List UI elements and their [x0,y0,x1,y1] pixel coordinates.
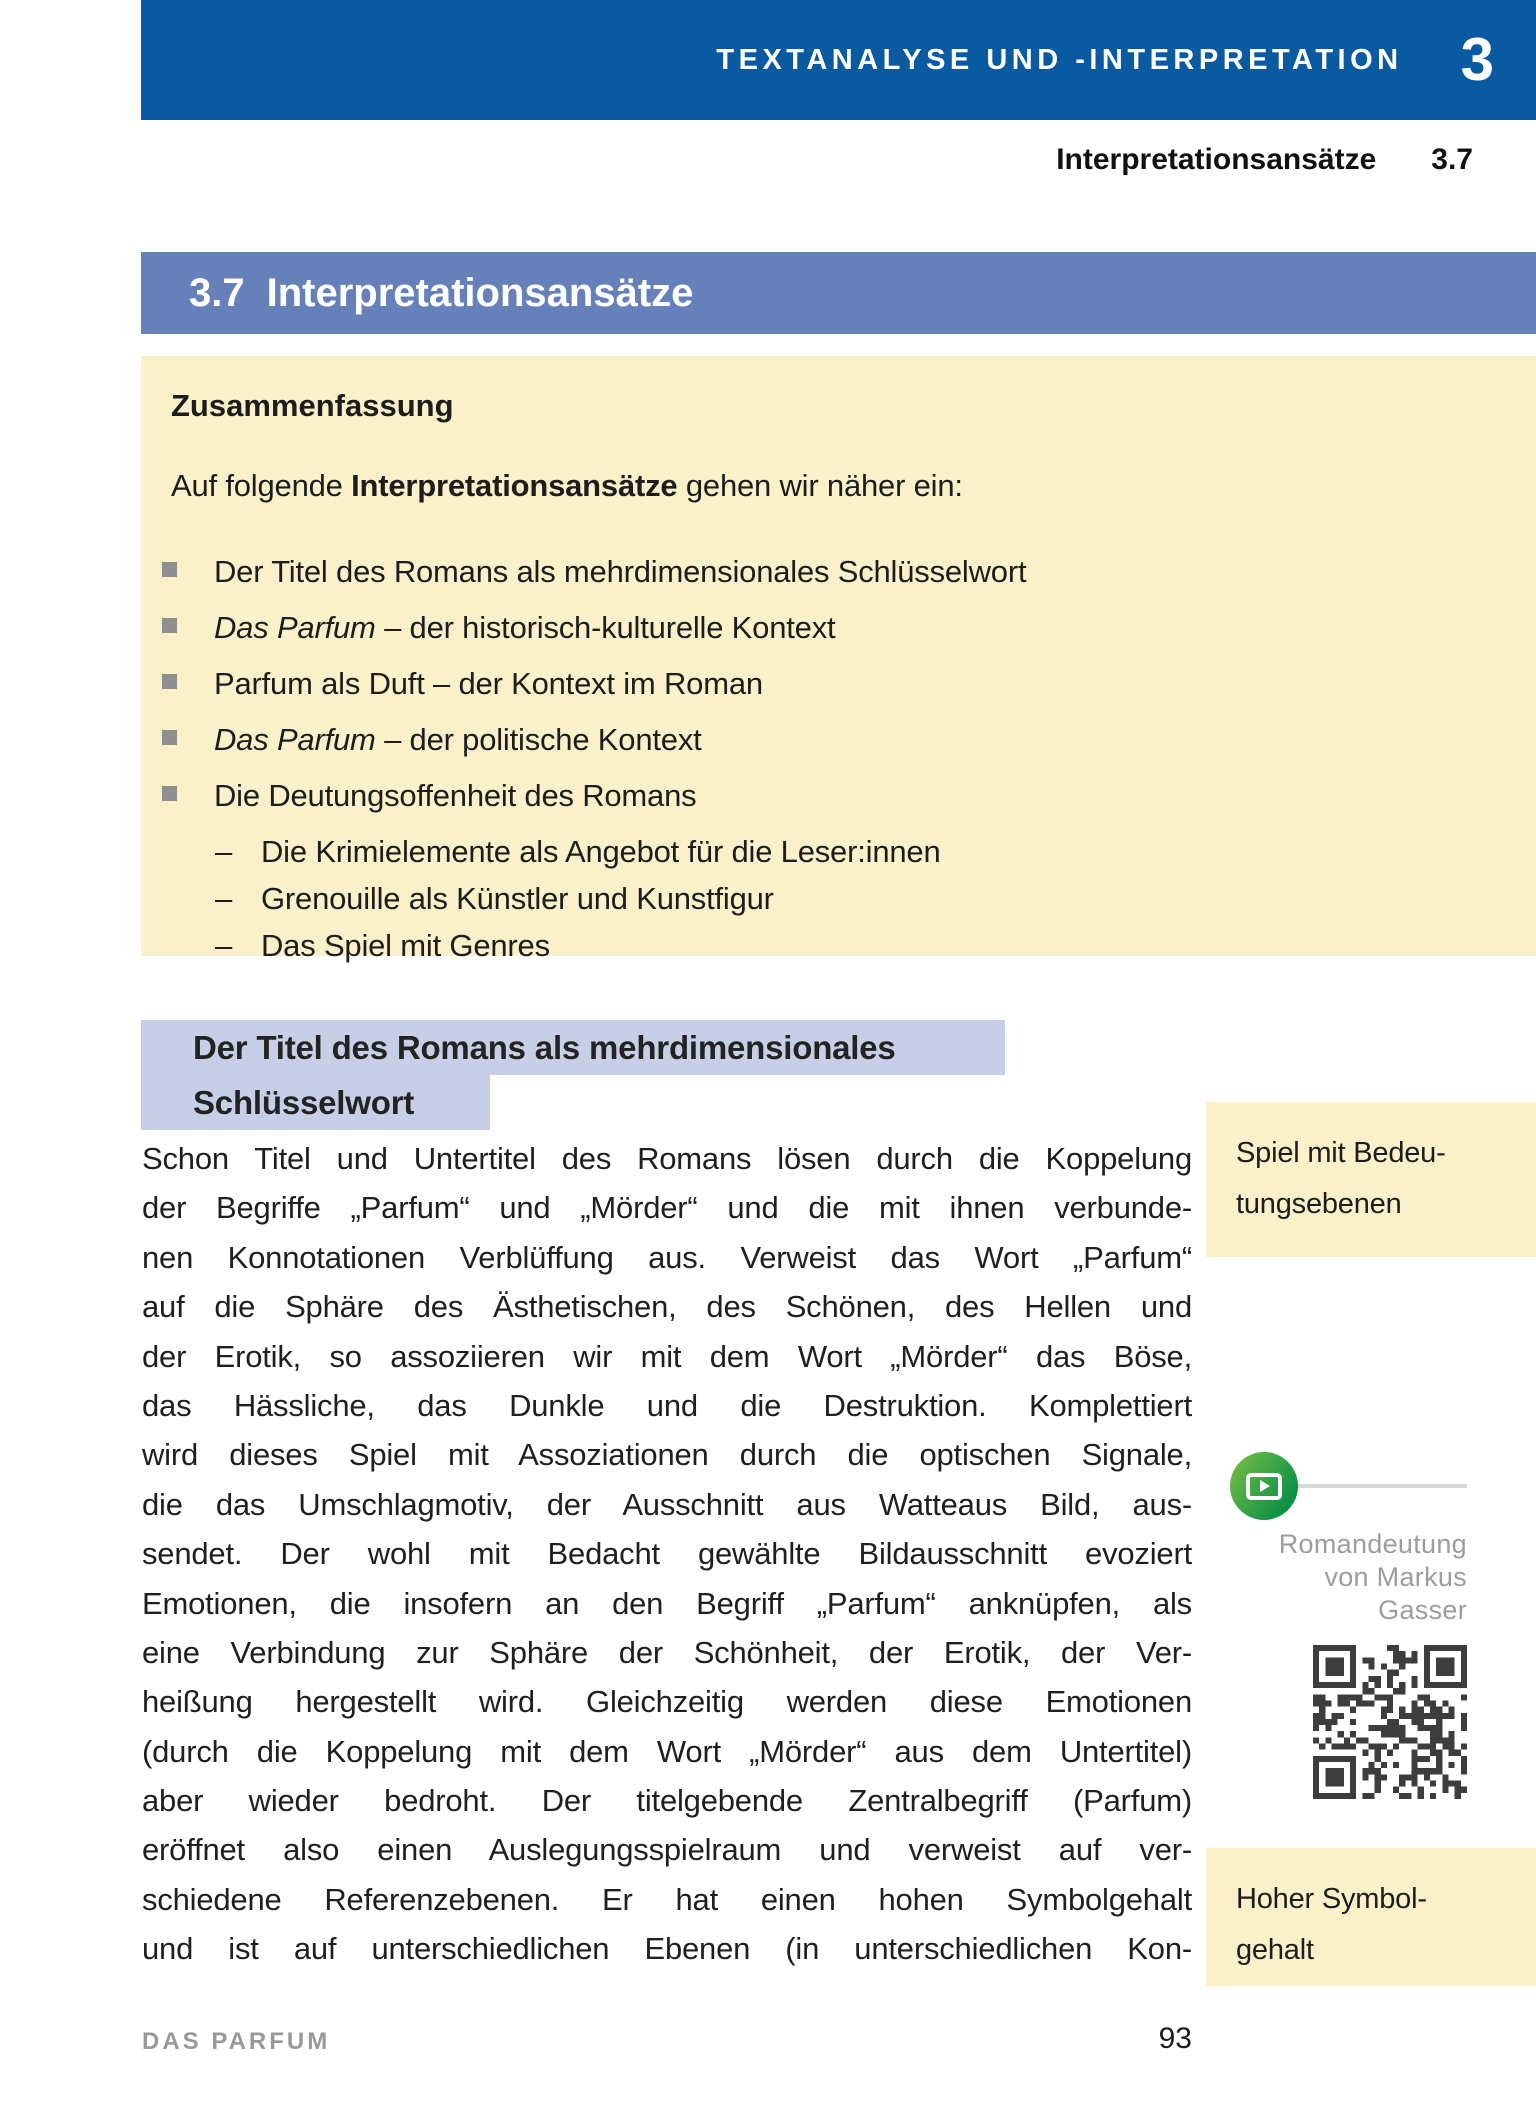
section-banner-number: 3.7 [189,270,245,315]
video-link-block [1230,1452,1467,1520]
video-caption-line: Romandeutung [1278,1529,1467,1559]
video-caption-line: Gasser [1378,1595,1467,1625]
article-body-line: das Hässliche, das Dunkle und die Destruktion. Komplettiert [142,1387,1192,1423]
summary-intro-bold: Interpretationsansätze [351,468,678,503]
margin-note-line: Hoher Symbol- [1236,1883,1427,1915]
video-play-frame-icon [1246,1473,1282,1500]
summary-heading: Zusammenfassung [171,388,454,423]
dash-marker: – [215,928,233,963]
bullet-square-icon [162,562,177,577]
dash-marker: – [215,881,233,916]
play-triangle-icon [1260,1480,1270,1492]
article-body-line: der Erotik, so assoziieren wir mit dem Wort „Mörder“ das Böse, [142,1338,1192,1374]
article-body-line: eine Verbindung zur Sphäre der Schönheit, der Erotik, der Ver- [142,1634,1192,1670]
article-body-line: eröffnet also einen Auslegungsspielraum und verweist auf ver- [142,1832,1192,1868]
bullet-item-text: Der Titel des Romans als mehrdimensionales Schlüsselwort [214,554,1027,589]
article-body-line: heißung hergestellt wird. Gleichzeitig werden diese Emotionen [142,1684,1192,1720]
summary-bullet-list [171,554,1496,975]
running-head [1056,143,1473,177]
summary-intro-post: gehen wir näher ein: [677,468,963,503]
video-caption [1206,1528,1467,1627]
section-banner [141,252,1536,334]
running-head-section-number: 3.7 [1431,143,1473,176]
article-body-line: aber wieder bedroht. Der titelgebende Zentralbegriff (Parfum) [142,1783,1192,1819]
article-heading-line2: Schlüsselwort [141,1075,490,1130]
bullet-item-italic: Das Parfum [214,610,376,645]
bullet-item-italic: Das Parfum [214,722,376,757]
margin-note-symbolgehalt [1206,1848,1536,1986]
article-body-line: Schon Titel und Untertitel des Romans lösen durch die Koppelung [142,1141,1192,1176]
summary-bullet-item [171,722,1496,778]
section-banner-title: Interpretationsansätze [266,270,694,315]
bullet-square-icon [162,730,177,745]
running-head-label: Interpretationsansätze [1056,143,1377,176]
video-caption-line: von Markus [1324,1562,1467,1592]
margin-note-line: Spiel mit Bedeu- [1236,1137,1446,1169]
chapter-header-title: TEXTANALYSE UND -INTERPRETATION [716,43,1403,76]
summary-intro [171,468,1496,504]
video-leader-line [1290,1484,1467,1488]
dash-marker: – [215,834,233,869]
summary-bullet-item [171,778,1496,834]
bullet-square-icon [162,674,177,689]
qr-code [1313,1645,1467,1799]
summary-bullet-item [171,610,1496,666]
sub-item-text: Das Spiel mit Genres [261,928,550,963]
summary-bullet-item [171,554,1496,610]
bullet-square-icon [162,618,177,633]
article-body-line: Emotionen, die insofern an den Begriff „Parfum“ anknüpfen, als [142,1585,1192,1621]
bullet-square-icon [162,786,177,801]
margin-note-line: gehalt [1236,1934,1314,1966]
summary-sub-item [171,834,1496,881]
article-body [142,1134,1192,1974]
sub-item-text: Die Krimielemente als Angebot für die Leser:innen [261,834,941,869]
article-body-line: sendet. Der wohl mit Bedacht gewählte Bildausschnitt evoziert [142,1536,1192,1572]
footer-page-number: 93 [1158,2022,1192,2055]
chapter-number: 3 [1460,26,1494,93]
sub-item-text: Grenouille als Künstler und Kunstfigur [261,881,774,916]
video-play-icon [1230,1452,1298,1520]
summary-sub-item [171,881,1496,928]
article-body-line: wird dieses Spiel mit Assoziationen durch die optischen Signale, [142,1437,1192,1473]
bullet-item-text: Parfum als Duft – der Kontext im Roman [214,666,763,701]
chapter-header-bar [141,0,1536,120]
summary-intro-pre: Auf folgende [171,468,352,503]
summary-box [141,356,1536,963]
footer-book-title: DAS PARFUM [142,2028,331,2055]
article-body-line: und ist auf unterschiedlichen Ebenen (in unterschiedlichen Kon- [142,1931,1192,1967]
article-body-line: auf die Sphäre des Ästhetischen, des Schönen, des Hellen und [142,1289,1192,1325]
bullet-item-text: Die Deutungsoffenheit des Romans [214,778,697,813]
article-heading-line1: Der Titel des Romans als mehrdimensionales [141,1020,1005,1075]
margin-note-bedeutungsebenen [1206,1102,1536,1257]
margin-note-line: tungsebenen [1236,1188,1402,1220]
article-body-line: nen Konnotationen Verblüffung aus. Verweist das Wort „Parfum“ [142,1239,1192,1275]
article-body-line: der Begriffe „Parfum“ und „Mörder“ und die mit ihnen verbunde- [142,1190,1192,1226]
article-body-line: schiedene Referenzebenen. Er hat einen hohen Symbolgehalt [142,1881,1192,1917]
summary-bullet-item [171,666,1496,722]
article-body-line: die das Umschlagmotiv, der Ausschnitt aus Watteaus Bild, aus- [142,1486,1192,1522]
article-body-line: (durch die Koppelung mit dem Wort „Mörder“ aus dem Untertitel) [142,1733,1192,1769]
summary-sub-item [171,928,1496,975]
bullet-item-text: – der historisch-kulturelle Kontext [375,610,836,645]
bullet-item-text: – der politische Kontext [375,722,702,757]
